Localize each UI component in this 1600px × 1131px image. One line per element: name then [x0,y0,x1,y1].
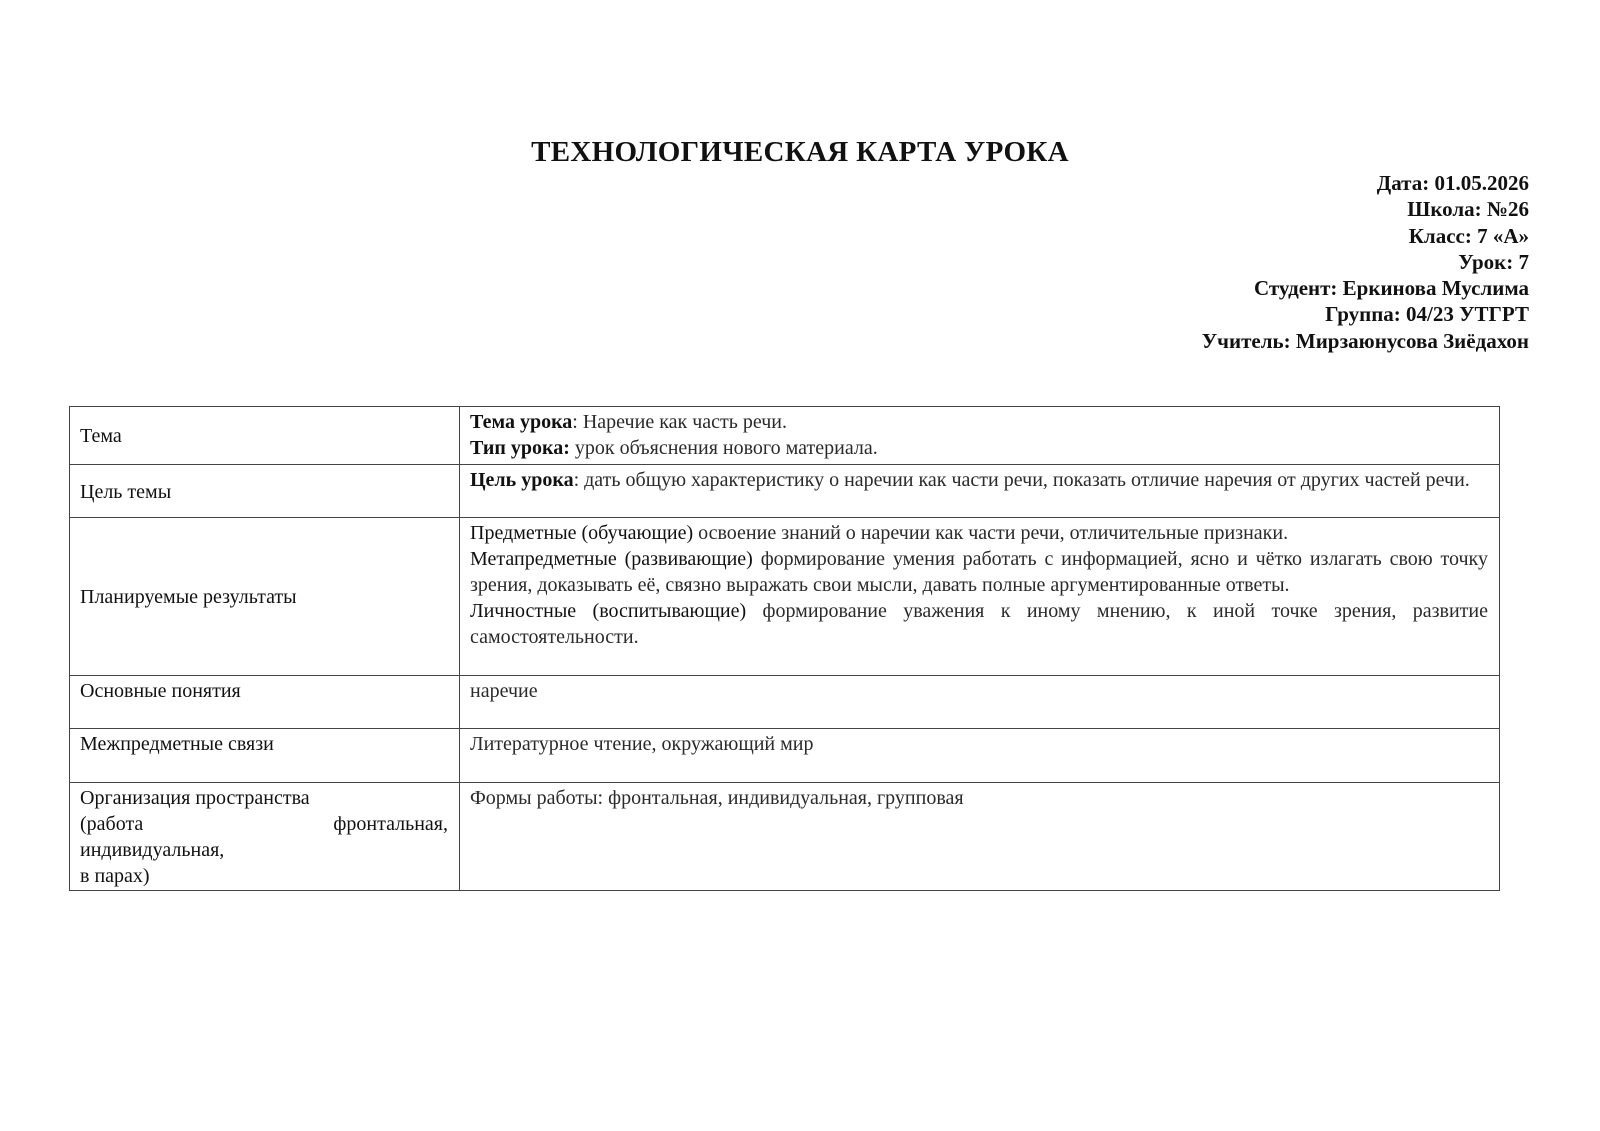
row-label-space [70,783,460,891]
row-label-topic: Тема [70,407,460,465]
meta-lesson: Урок: 7 [1458,249,1529,274]
space-label-line: Организация пространства [80,787,310,809]
result-personal-key: Личностные (воспитывающие) [470,600,747,622]
goal-value: : дать общую характеристику о наречии как части речи, показать отличие наречия от других частей речи. [573,469,1470,491]
space-label-line: в парах) [80,865,150,887]
meta-teacher: Учитель: Мирзаюнусова Зиёдахон [1201,328,1529,353]
lesson-type-line [470,435,1488,461]
row-content-links: Литературное чтение, окружающий мир [460,729,1500,783]
meta-class: Класс: 7 «А» [1408,223,1529,248]
row-label-goal: Цель темы [70,465,460,518]
table-row [70,518,1500,676]
result-subject-key: Предметные (обучающие) [470,522,694,544]
lesson-meta-block [1202,170,1529,354]
topic-key: Тема урока [470,411,573,433]
topic-line [470,409,1488,435]
result-personal [470,598,1488,650]
table-row [70,783,1500,891]
result-metasubject [470,546,1488,598]
row-label-results: Планируемые результаты [70,518,460,676]
row-label-concepts: Основные понятия [70,676,460,729]
topic-value: : Наречие как часть речи. [572,411,788,433]
lesson-type-value: урок объяснения нового материала. [569,437,878,459]
row-content-goal [460,465,1500,518]
lesson-card-table [69,406,1500,891]
result-subject [470,520,1488,546]
table-row [70,465,1500,518]
result-personal-value: формирование уважения к иному мнению, к иной точке зрения, развитие самостоятельности. [470,600,1489,648]
table-row [70,407,1500,465]
result-metasubject-key: Метапредметные (развивающие) [470,548,753,570]
table-row [70,729,1500,783]
space-label-line: индивидуальная, [80,839,225,861]
result-subject-value: освоение знаний о наречии как части речи, отличительные признаки. [693,522,1289,544]
meta-group: Группа: 04/23 УТГРТ [1325,302,1529,327]
meta-date: Дата: 01.05.2026 [1376,171,1529,195]
row-label-links: Межпредметные связи [70,729,460,783]
meta-student: Студент: Еркинова Муслима [1253,276,1529,301]
result-metasubject-value: формирование умения работать с информацией, ясно и чётко излагать свою точку зрения, доказывать её, связно выражать свои мысли, давать полные аргументированные ответы. [470,548,1488,596]
meta-school: Школа: №26 [1407,197,1529,222]
table-row [70,676,1500,729]
goal-key: Цель урока [470,469,574,491]
row-content-space: Формы работы: фронтальная, индивидуальная, групповая [460,783,1500,891]
lesson-type-key: Тип урока: [470,437,570,459]
document-title: ТЕХНОЛОГИЧЕСКАЯ КАРТА УРОКА [531,136,1069,168]
row-content-results [460,518,1500,676]
row-content-topic [460,407,1500,465]
row-content-concepts: наречие [460,676,1500,729]
space-label-line: (работа фронтальная, [80,813,448,835]
